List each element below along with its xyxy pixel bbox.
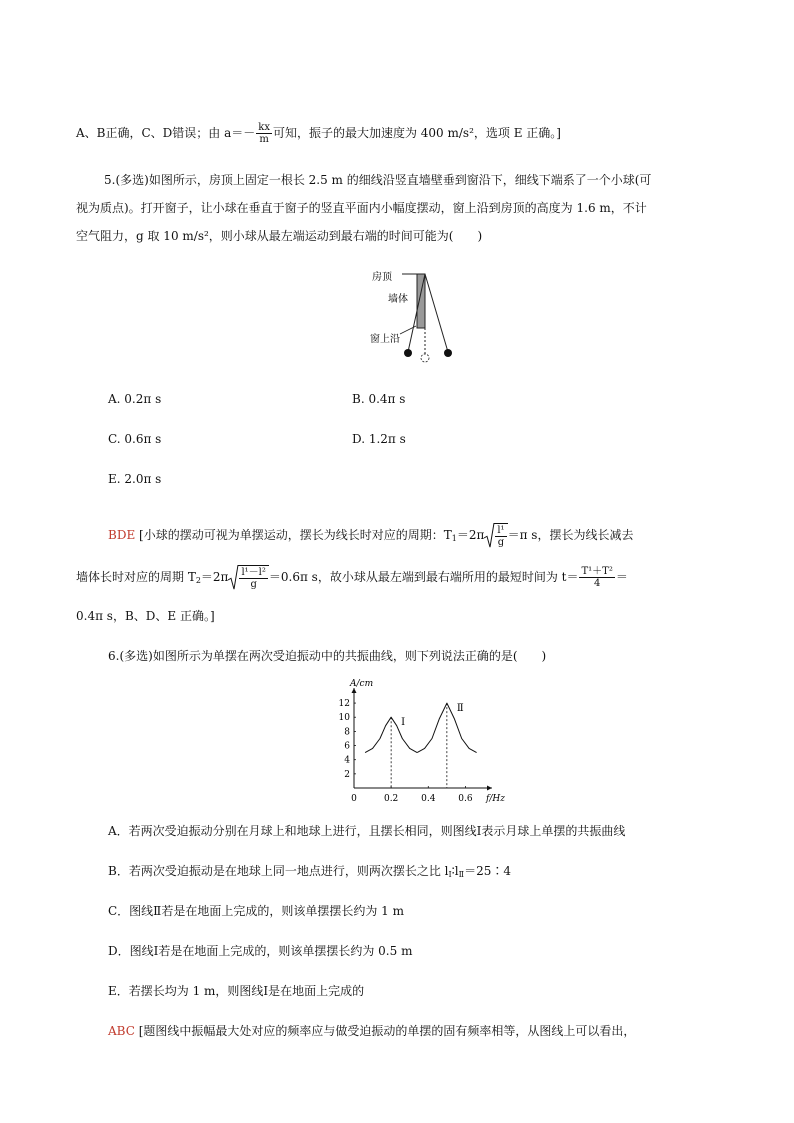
sqrt-l1-minus-l2-over-g: $\frac{\text{l¹－l²}}{g}$ [228, 565, 268, 590]
ball-center-dashed [421, 354, 429, 362]
wall-block [417, 274, 425, 328]
sqrt-l1-over-g: $\frac{\text{l¹}}{g}$ [484, 523, 507, 548]
q5-explanation-line-2: 墙体长时对应的周期 $T_2=2\pi$ $\frac{\text{l¹－l²}}{g}$ ＝0.6π s，故小球从最左端到最右端所用的最短时间为 t＝ $\frac{\text{T¹＋T²}}{4}$ ＝ [76, 566, 628, 590]
q6-option-a: A．若两次受迫振动分别在月球上和地球上进行，且摆长相同，则图线Ⅰ表示月球上单摆的共振曲线 [108, 824, 626, 838]
q5-stem-line-3: 空气阻力，g 取 10 m/s²，则小球从最左端运动到最右端的时间可能为( ) [76, 229, 483, 243]
ball-left [404, 349, 412, 357]
q4-explanation-line: A、B正确，C、D错误；由 a＝－ $\frac{kx}{m}$ 可知，振子的最大加速度为 400 m/s²，选项 E 正确。] [76, 122, 561, 145]
y-tick-label: 2 [344, 769, 350, 780]
x-axis-label: f/Hz [486, 794, 505, 804]
q5-answer-key: BDE [108, 528, 136, 542]
x-axis-arrow [487, 786, 492, 791]
q5-option-d: D. 1.2π s [352, 432, 406, 446]
y-tick-label: 12 [338, 699, 350, 710]
y-tick-label: 4 [344, 755, 350, 766]
label-roof: 房顶 [372, 272, 392, 283]
q5-option-c: C. 0.6π s [108, 432, 162, 446]
q6-explanation-line-1: ABC [题图线中振幅最大处对应的频率应与做受迫振动的单摆的固有频率相等，从图线上可以看出， [108, 1024, 636, 1038]
q5-explanation-line-1: BDE [小球的摆动可视为单摆运动，摆长为线长时对应的周期：$T_1=2\pi$ $\frac{\text{l¹}}{g}$ ＝π s，摆长为线长减去 [108, 525, 634, 548]
ball-right [444, 349, 452, 357]
q5-option-a: A. 0.2π s [108, 392, 162, 406]
x-tick-label: 0.2 [383, 794, 399, 804]
pendulum-window-figure [360, 268, 470, 368]
window-pointer [400, 326, 416, 334]
x-tick-label: 0 [351, 794, 357, 804]
q6-answer-key: ABC [108, 1024, 135, 1038]
curve-label-2: Ⅱ [456, 703, 464, 715]
q5-option-b: B. 0.4π s [352, 392, 406, 406]
q6-option-e: E．若摆长均为 1 m，则图线Ⅰ是在地面上完成的 [108, 984, 365, 998]
kx-over-m-fraction: $\frac{kx}{m}$ [258, 122, 270, 145]
y-tick-label: 10 [338, 713, 350, 724]
q5-option-e: E. 2.0π s [108, 472, 162, 486]
x-tick-label: 0.6 [458, 794, 473, 804]
label-wall: 墙体 [388, 294, 408, 305]
string-right [425, 274, 448, 352]
q5-stem-line-1: 5.(多选)如图所示，房顶上固定一根长 2.5 m 的细线沿竖直墙壁垂到窗沿下，细线下端系了一个小球(可 [104, 173, 652, 187]
q6-option-d: D．图线Ⅰ若是在地面上完成的，则该单摆摆长约为 0.5 m [108, 944, 413, 958]
t-fraction: $\frac{\text{T¹＋T²}}{4}$ [581, 566, 613, 589]
curve-label-1: Ⅰ [401, 717, 406, 729]
q5-stem-line-2: 视为质点)。打开窗子，让小球在垂直于窗子的竖直平面内小幅度摆动，窗上沿到房顶的高度为 1.6 m，不计 [76, 201, 647, 215]
y-tick-label: 6 [344, 741, 350, 752]
q6-option-c: C．图线Ⅱ若是在地面上完成的，则该单摆摆长约为 1 m [108, 904, 404, 918]
q5-explanation-line-3: 0.4π s，B、D、E 正确。] [76, 609, 215, 623]
y-tick-label: 8 [344, 727, 350, 738]
x-tick-label: 0.4 [421, 794, 436, 804]
label-window-top: 窗上沿 [370, 334, 400, 345]
q6-option-b: B．若两次受迫振动是在地球上同一地点进行，则两次摆长之比 $l_Ⅰ∶l_Ⅱ=25∶4$ [108, 864, 511, 879]
y-axis-label: A/cm [350, 679, 374, 689]
q6-stem: 6.(多选)如图所示为单摆在两次受迫振动中的共振曲线，则下列说法正确的是( ) [108, 649, 547, 663]
resonance-curve-chart [320, 679, 505, 804]
